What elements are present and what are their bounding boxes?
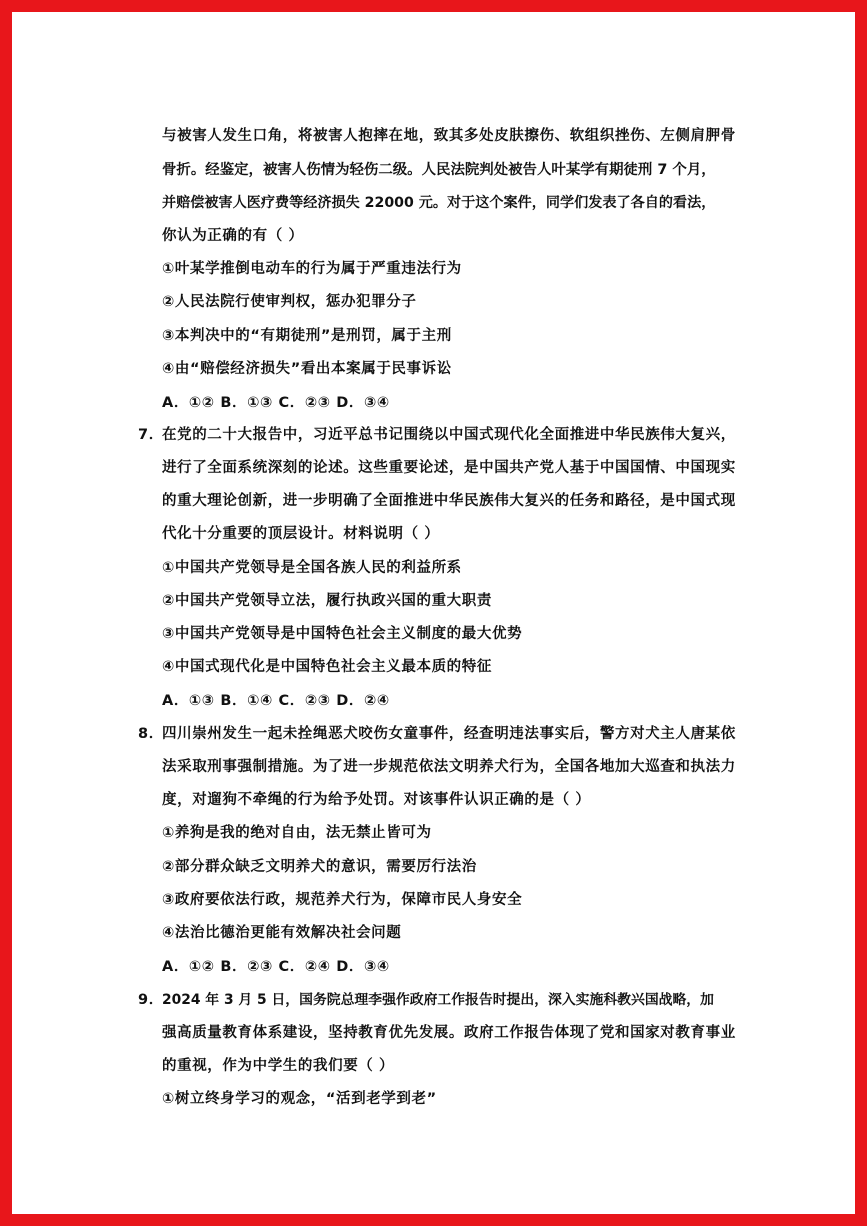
q7-option-2: ②中国共产党领导立法，履行执政兴国的重大职责 xyxy=(162,593,492,609)
q6-option-3: ③本判决中的“有期徒刑”是刑罚，属于主刑 xyxy=(162,328,452,344)
q7-answer-choices: A．①③ B．①④ C．②③ D．②④ xyxy=(162,693,390,709)
q7-option-4: ④中国式现代化是中国特色社会主义最本质的特征 xyxy=(162,659,492,675)
q8-option-1: ①养狗是我的绝对自由，法无禁止皆可为 xyxy=(162,825,432,841)
q8-stem-line-2: 法采取刑事强制措施。为了进一步规范依法文明养犬行为，全国各地加大巡查和执法力 xyxy=(162,759,736,775)
q9-stem-line-2: 强高质量教育体系建设，坚持教育优先发展。政府工作报告体现了党和国家对教育事业 xyxy=(162,1025,736,1041)
q6-stem-line-1: 与被害人发生口角，将被害人抱摔在地，致其多处皮肤擦伤、软组织挫伤、左侧肩胛骨 xyxy=(162,128,736,144)
q6-stem-line-4: 你认为正确的有（ ） xyxy=(162,228,304,244)
q6-option-2: ②人民法院行使审判权，惩办犯罪分子 xyxy=(162,294,417,310)
q7-stem-line-1: 在党的二十大报告中，习近平总书记围绕以中国式现代化全面推进中华民族伟大复兴， xyxy=(162,427,736,443)
q7-option-3: ③中国共产党领导是中国特色社会主义制度的最大优势 xyxy=(162,626,523,642)
q6-answer-choices: A．①② B．①③ C．②③ D．③④ xyxy=(162,395,390,411)
q6-stem-line-2: 骨折。经鉴定，被害人伤情为轻伤二级。人民法院判处被告人叶某学有期徒刑 7 个月， xyxy=(162,162,716,178)
q8-option-3: ③政府要依法行政，规范养犬行为，保障市民人身安全 xyxy=(162,892,523,908)
q7-option-1: ①中国共产党领导是全国各族人民的利益所系 xyxy=(162,560,462,576)
q9-stem-line-3: 的重视，作为中学生的我们要（ ） xyxy=(162,1058,395,1074)
q7-stem-line-4: 代化十分重要的顶层设计。材料说明（ ） xyxy=(162,526,440,542)
q6-option-1: ①叶某学推倒电动车的行为属于严重违法行为 xyxy=(162,261,462,277)
q6-stem-line-3: 并赔偿被害人医疗费等经济损失 22000 元。对于这个案件，同学们发表了各自的看法， xyxy=(162,195,716,211)
q7-stem-line-2: 进行了全面系统深刻的论述。这些重要论述，是中国共产党人基于中国国情、中国现实 xyxy=(162,460,736,476)
q8-option-2: ②部分群众缺乏文明养犬的意识，需要厉行法治 xyxy=(162,859,477,875)
q6-option-4: ④由“赔偿经济损失”看出本案属于民事诉讼 xyxy=(162,361,452,377)
q7-number: 7． xyxy=(138,427,164,443)
q8-answer-choices: A．①② B．②③ C．②④ D．③④ xyxy=(162,959,390,975)
q9-stem-line-1: 2024 年 3 月 5 日，国务院总理李强作政府工作报告时提出，深入实施科教兴国战略，加 xyxy=(162,992,714,1008)
q8-stem-line-3: 度，对遛狗不牵绳的行为给予处罚。对该事件认识正确的是（ ） xyxy=(162,792,591,808)
q7-stem-line-3: 的重大理论创新，进一步明确了全面推进中华民族伟大复兴的任务和路径，是中国式现 xyxy=(162,493,736,509)
q9-number: 9． xyxy=(138,992,164,1008)
q9-option-1: ①树立终身学习的观念，“活到老学到老” xyxy=(162,1091,437,1107)
q8-number: 8． xyxy=(138,726,164,742)
q8-stem-line-1: 四川崇州发生一起未拴绳恶犬咬伤女童事件，经查明违法事实后，警方对犬主人唐某依 xyxy=(162,726,736,742)
q8-option-4: ④法治比德治更能有效解决社会问题 xyxy=(162,925,402,941)
